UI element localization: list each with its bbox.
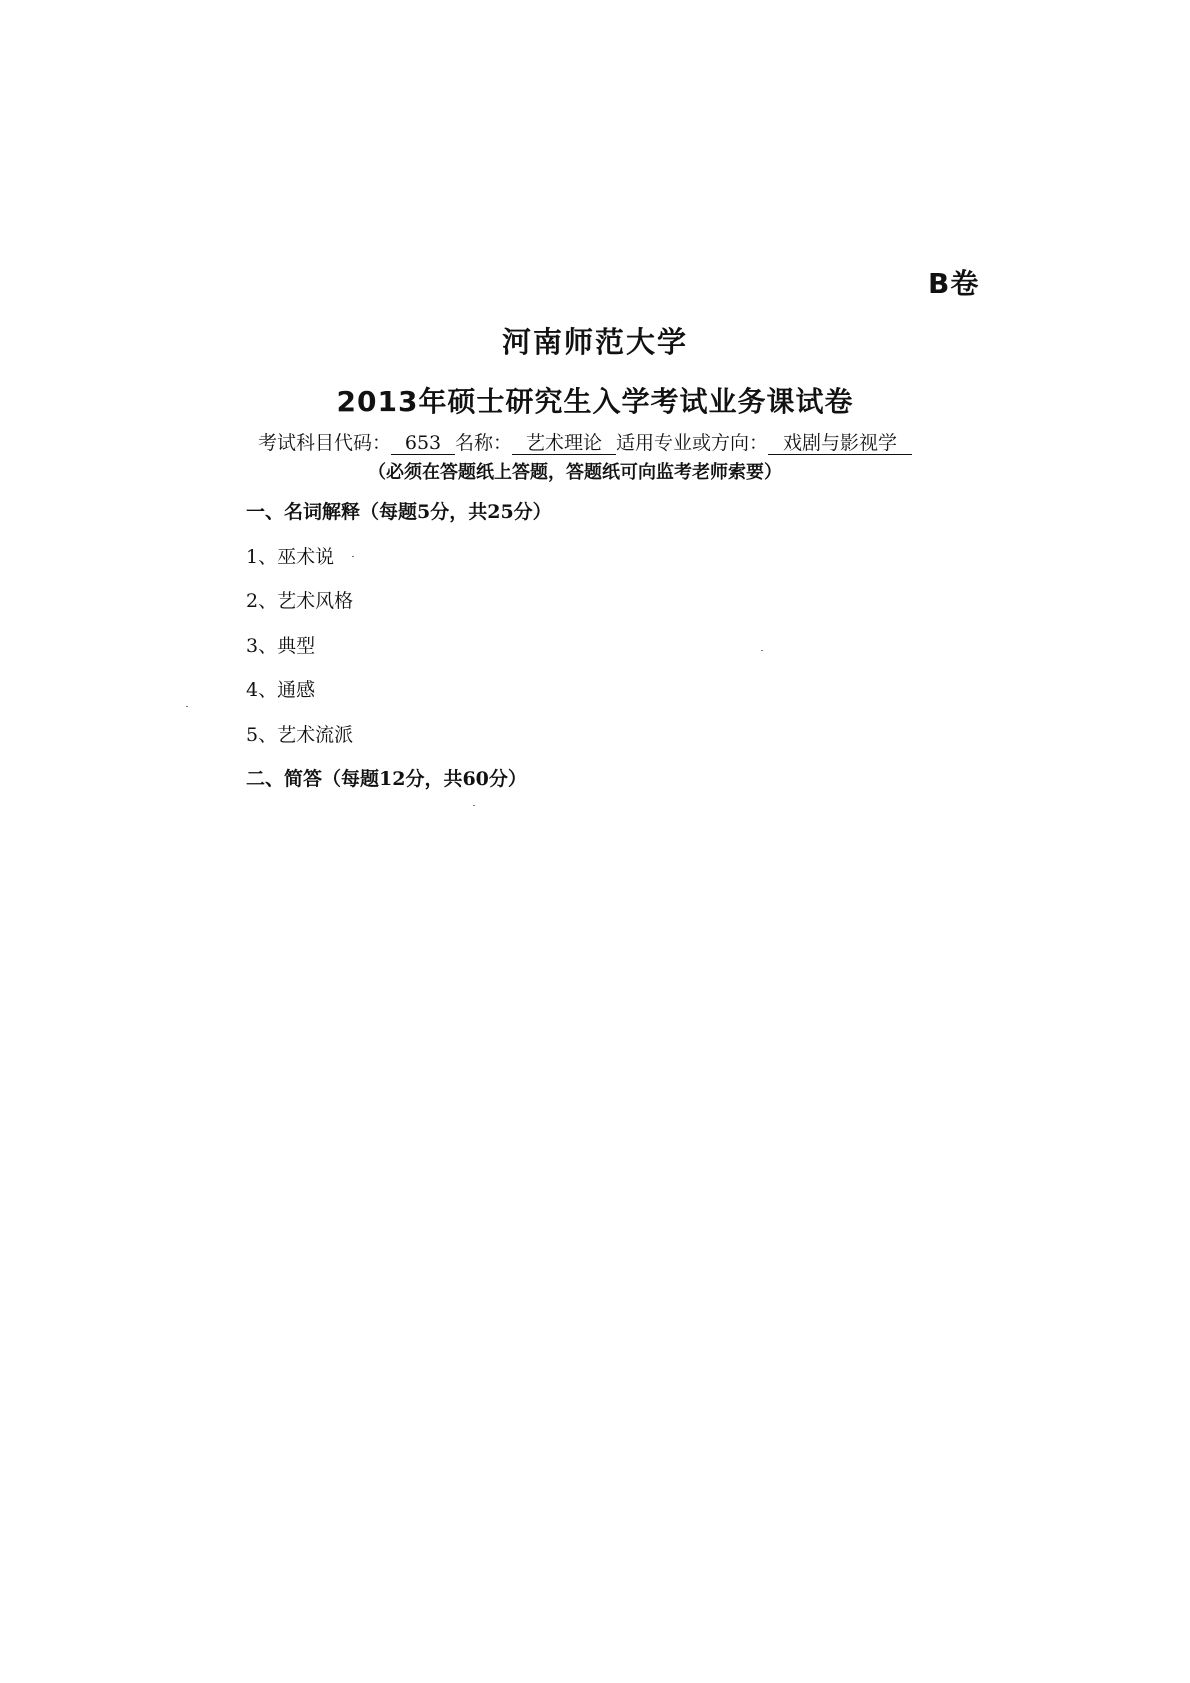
question-item: 4、通感 <box>246 679 316 701</box>
major-value: 戏剧与影视学 <box>768 432 912 455</box>
subject-name-label: 名称： <box>455 432 513 454</box>
scan-speck <box>352 556 354 557</box>
question-item: 5、艺术流派 <box>246 724 354 746</box>
section-heading-terms: 一、名词解释（每题5分，共25分） <box>246 501 552 523</box>
answer-sheet-notice: （必须在答题纸上答题，答题纸可向监考老师索要） <box>368 462 782 483</box>
subject-info-line <box>258 428 912 455</box>
exam-title: 2013年硕士研究生入学考试业务课试卷 <box>336 385 854 418</box>
subject-name-value: 艺术理论 <box>512 432 616 455</box>
paper-version-label: B卷 <box>928 267 980 300</box>
section-heading-short-answer: 二、简答（每题12分，共60分） <box>246 768 527 790</box>
question-item: 1、巫术说 <box>246 546 335 568</box>
scan-speck <box>761 650 763 651</box>
university-name: 河南师范大学 <box>501 325 688 359</box>
question-item: 2、艺术风格 <box>246 590 354 612</box>
major-label: 适用专业或方向： <box>616 432 769 454</box>
scan-speck <box>186 706 188 707</box>
subject-code-value: 653 <box>391 432 455 455</box>
subject-code-label: 考试科目代码： <box>258 432 392 454</box>
scan-speck <box>473 805 475 806</box>
question-item: 3、典型 <box>246 635 316 657</box>
